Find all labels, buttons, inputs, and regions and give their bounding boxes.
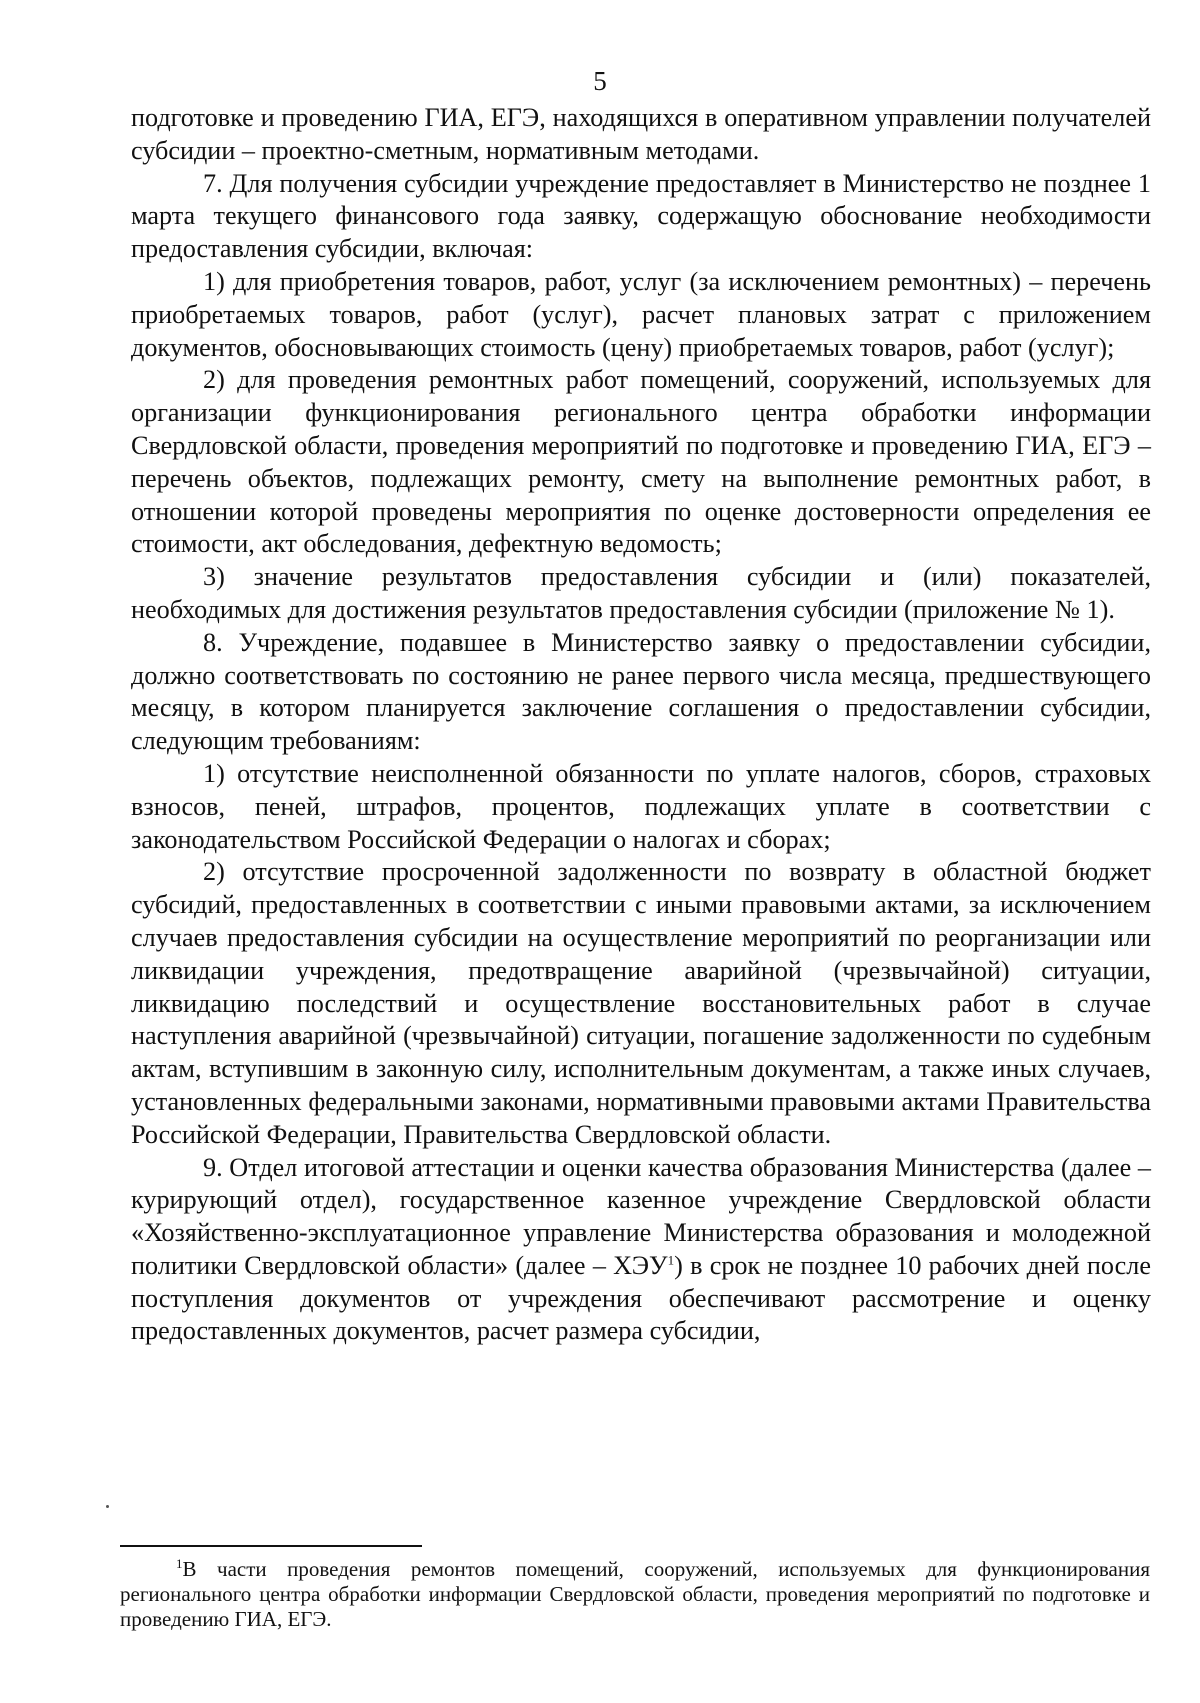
paragraph-7-item-1: 1) для приобретения товаров, работ, услуг (за исключением ремонтных) – перечень приобретаемых товаров, работ (услуг), расчет плановых затрат с приложением документов, обосновывающих стоимость (цену) приобретаемых товаров, работ (услуг); xyxy=(131,266,1151,362)
paragraph-9-text-start: 9. Отдел итоговой аттестации и оценки качества образования Министерства (далее – курирующий отдел), государственное казенное учреждение Свердловской области «Хозяйственно-эксплуатационное управление Министерства образования и молодежной политики Свердловской области» (далее – ХЭУ xyxy=(131,1152,1151,1280)
page-number: 5 xyxy=(593,66,607,96)
footnote-marker: 1 xyxy=(176,1556,183,1571)
paragraph-7: 7. Для получения субсидии учреждение предоставляет в Министерство не позднее 1 марта текущего финансового года заявку, содержащую обоснование необходимости предоставления субсидии, включая: xyxy=(131,168,1151,264)
paragraph-continuation: подготовке и проведению ГИА, ЕГЭ, находящихся в оперативном управлении получателей субсидии – проектно-сметным, нормативным методами. xyxy=(131,103,1151,165)
body-text xyxy=(131,102,1151,1348)
paragraph-9-text-end: ) в срок не позднее 10 рабочих дней после поступления документов от учреждения обеспечивают рассмотрение и оценку предоставленных документов, расчет размера субсидии, xyxy=(131,1250,1151,1346)
paragraph-9 xyxy=(131,1152,1151,1349)
scan-speck xyxy=(106,1505,109,1508)
paragraph-7-item-2: 2) для проведения ремонтных работ помещений, сооружений, используемых для организации функционирования регионального центра обработки информации Свердловской области, проведения мероприятий по подготовке и проведению ГИА, ЕГЭ – перечень объектов, подлежащих ремонту, смету на выполнение ремонтных работ, в отношении которой проведены мероприятия по оценке достоверности определения ее стоимости, акт обследования, дефектную ведомость; xyxy=(131,365,1151,559)
footnote xyxy=(120,1557,1150,1632)
paragraph-8: 8. Учреждение, подавшее в Министерство заявку о предоставлении субсидии, должно соответствовать по состоянию не ранее первого числа месяца, предшествующего месяцу, в котором планируется заключение соглашения о предоставлении субсидии, следующим требованиям: xyxy=(131,627,1151,756)
paragraph-8-item-1: 1) отсутствие неисполненной обязанности по уплате налогов, сборов, страховых взносов, пеней, штрафов, процентов, подлежащих уплате в соответствии с законодательством Российской Федерации о налогах и сборах; xyxy=(131,758,1151,854)
footnote-reference: 1 xyxy=(667,1252,675,1268)
footnote-separator xyxy=(120,1545,422,1547)
paragraph-8-item-2: 2) отсутствие просроченной задолженности по возврату в областной бюджет субсидий, предоставленных в соответствии с иными правовыми актами, за исключением случаев предоставления субсидии на осуществление мероприятий по реорганизации или ликвидации учреждения, предотвращение аварийной (чрезвычайной) ситуации, ликвидацию последствий и осуществление восстановительных работ в случае наступления аварийной (чрезвычайной) ситуации, погашение задолженности по судебным актам, вступившим в законную силу, исполнительным документам, а также иных случаев, установленных федеральными законами, нормативными правовыми актами Правительства Российской Федерации, Правительства Свердловской области. xyxy=(131,857,1151,1149)
footnote-text: В части проведения ремонтов помещений, сооружений, используемых для функционирования регионального центра обработки информации Свердловской области, проведения мероприятий по подготовке и проведению ГИА, ЕГЭ. xyxy=(120,1557,1150,1631)
paragraph-7-item-3: 3) значение результатов предоставления субсидии и (или) показателей, необходимых для достижения результатов предоставления субсидии (приложение № 1). xyxy=(131,562,1151,624)
